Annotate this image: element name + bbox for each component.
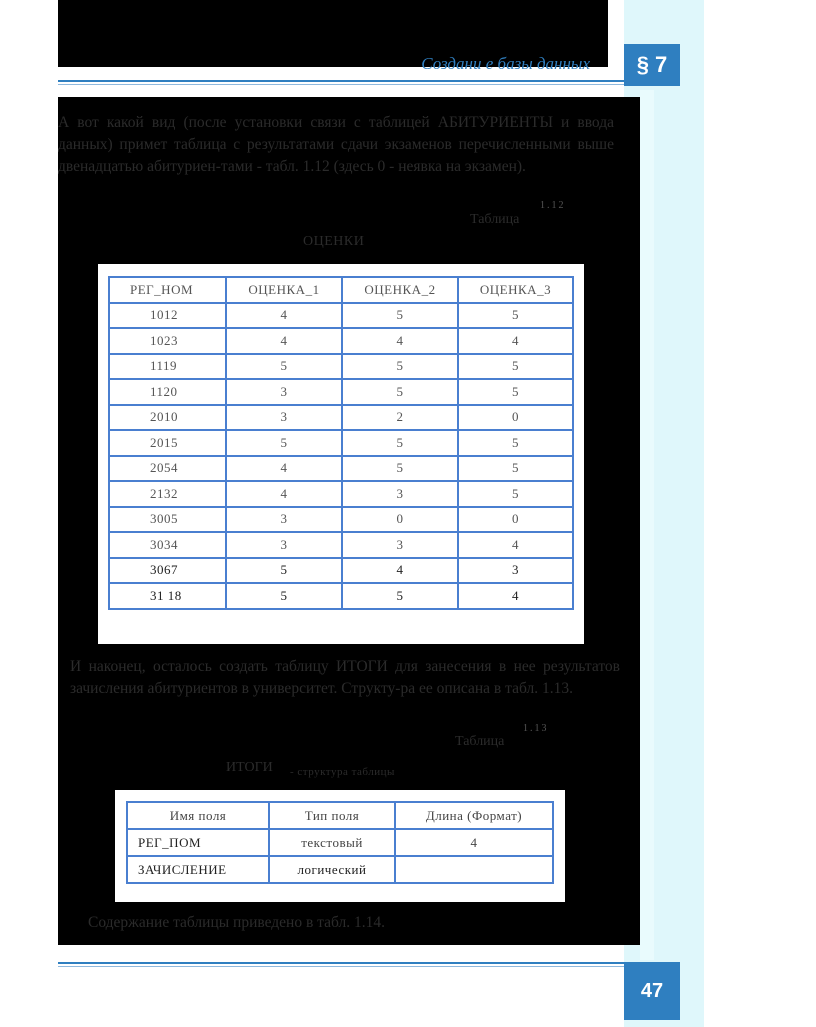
column-header: РЕГ_НОМ: [109, 277, 226, 303]
grade-cell: 4: [342, 558, 458, 584]
header-rule: [58, 80, 624, 82]
table-row: [109, 532, 573, 558]
table-row: [109, 328, 573, 354]
grade-cell: 5: [458, 354, 573, 380]
reg-number-cell: 1023: [109, 328, 226, 354]
grade-cell: 4: [226, 303, 342, 329]
field-name-cell: ЗАЧИСЛЕНИЕ: [127, 856, 269, 883]
grade-cell: 5: [342, 430, 458, 456]
grade-cell: 3: [226, 379, 342, 405]
field-type-cell: логический: [269, 856, 395, 883]
reg-number-cell: 3034: [109, 532, 226, 558]
reg-number-cell: 31 18: [109, 583, 226, 609]
section-badge: § 7: [624, 44, 680, 86]
page-number: 47: [624, 962, 680, 1020]
grade-cell: 3: [226, 405, 342, 431]
grade-cell: 4: [458, 583, 573, 609]
field-name-cell: РЕГ_ПОМ: [127, 829, 269, 856]
grade-cell: 3: [458, 558, 573, 584]
table-row: [109, 354, 573, 380]
grade-cell: 5: [342, 583, 458, 609]
reg-number-cell: 1119: [109, 354, 226, 380]
reg-number-cell: 3005: [109, 507, 226, 533]
table-row: [109, 379, 573, 405]
reg-number-cell: 3067: [109, 558, 226, 584]
grade-cell: 3: [342, 532, 458, 558]
results-intro-paragraph: И наконец, осталось создать таблицу ИТОГИ для занесения в нее результатов зачисления абитуриентов в университет. Структу-ра ее описана в табл. 1.13.: [70, 658, 620, 697]
header-rule-thin: [58, 84, 624, 85]
field-type-cell: текстовый: [269, 829, 395, 856]
table-row: [109, 583, 573, 609]
table-1-12-label: Таблица: [470, 212, 520, 227]
column-header: Тип поля: [269, 802, 395, 829]
table-1-13-label: Таблица: [455, 734, 505, 749]
grade-cell: 4: [458, 532, 573, 558]
grade-cell: 0: [458, 405, 573, 431]
grade-cell: 5: [342, 379, 458, 405]
grade-cell: 5: [226, 354, 342, 380]
grade-cell: 4: [342, 328, 458, 354]
grade-cell: 3: [226, 532, 342, 558]
grade-cell: 5: [226, 430, 342, 456]
grade-cell: 5: [342, 354, 458, 380]
table-1-12-number: 1.12: [540, 200, 566, 211]
grade-cell: 5: [226, 583, 342, 609]
running-header-title: Создани е базы данных: [421, 54, 590, 73]
grade-cell: 5: [458, 303, 573, 329]
table-row: [109, 405, 573, 431]
right-margin-inner-strip: [640, 90, 654, 960]
table-row: [109, 430, 573, 456]
column-header: Длина (Формат): [395, 802, 553, 829]
field-length-cell: [395, 856, 553, 883]
grade-cell: 5: [342, 303, 458, 329]
table-row: [127, 856, 553, 883]
reg-number-cell: 2015: [109, 430, 226, 456]
grade-cell: 0: [342, 507, 458, 533]
table-row: [109, 558, 573, 584]
table-row: [109, 481, 573, 507]
grade-cell: 2: [342, 405, 458, 431]
grade-cell: 5: [226, 558, 342, 584]
table-header-row: [109, 277, 573, 303]
grades-table: [108, 276, 574, 610]
field-length-cell: 4: [395, 829, 553, 856]
grade-cell: 5: [458, 430, 573, 456]
table-1-13-title-rest: - структура таблицы: [290, 766, 395, 778]
column-header: ОЦЕНКА_3: [458, 277, 573, 303]
column-header: Имя поля: [127, 802, 269, 829]
table-1-13-title-name: ИТОГИ: [226, 760, 273, 775]
grade-cell: 5: [458, 456, 573, 482]
grade-cell: 5: [458, 379, 573, 405]
reg-number-cell: 2054: [109, 456, 226, 482]
results-structure-table: [126, 801, 554, 884]
footer-rule-thin: [58, 966, 624, 967]
grade-cell: 5: [342, 456, 458, 482]
grade-cell: 4: [226, 481, 342, 507]
reg-number-cell: 1012: [109, 303, 226, 329]
table-1-12-title: ОЦЕНКИ: [303, 234, 365, 249]
column-header: ОЦЕНКА_1: [226, 277, 342, 303]
grade-cell: 3: [342, 481, 458, 507]
table-1-13-number: 1.13: [523, 723, 549, 734]
column-header: ОЦЕНКА_2: [342, 277, 458, 303]
table-header-row: [127, 802, 553, 829]
reg-number-cell: 2132: [109, 481, 226, 507]
table-row: [109, 507, 573, 533]
grade-cell: 3: [226, 507, 342, 533]
table-row: [109, 303, 573, 329]
footer-rule: [58, 962, 624, 964]
reg-number-cell: 2010: [109, 405, 226, 431]
intro-paragraph: А вот какой вид (после установки связи с таблицей АБИТУРИЕНТЫ и ввода данных) примет таблица с результатами сдачи экзаменов перечисленными выше двенадцатью абитуриен-тами - табл. 1.12 (здесь 0 - неявка на экзамен).: [58, 114, 614, 175]
grade-cell: 4: [226, 328, 342, 354]
grade-cell: 0: [458, 507, 573, 533]
grade-cell: 4: [226, 456, 342, 482]
reg-number-cell: 1120: [109, 379, 226, 405]
grade-cell: 4: [458, 328, 573, 354]
grade-cell: 5: [458, 481, 573, 507]
table-row: [109, 456, 573, 482]
table-row: [127, 829, 553, 856]
closing-paragraph: Содержание таблицы приведено в табл. 1.14.: [88, 914, 385, 931]
